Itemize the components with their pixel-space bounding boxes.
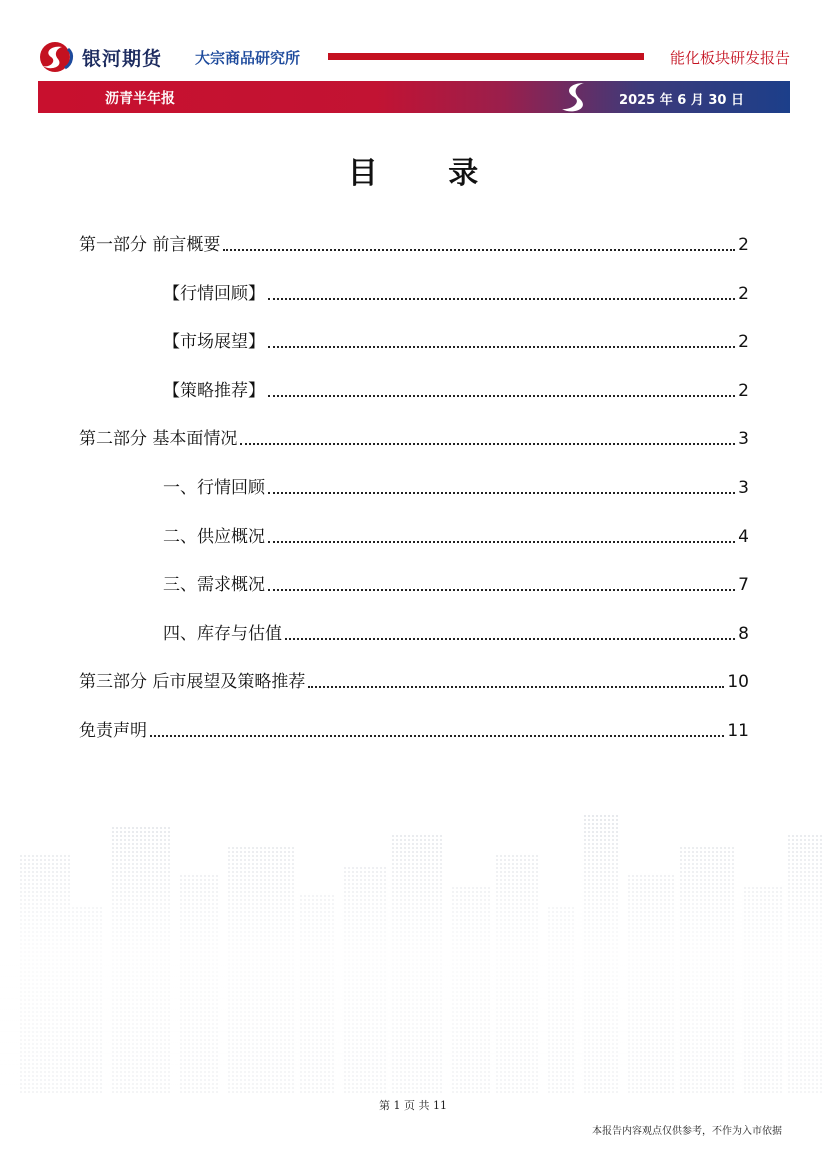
toc-dot-leader	[285, 637, 735, 640]
toc-dot-leader	[308, 685, 724, 688]
toc-entry[interactable]	[79, 230, 749, 256]
toc-entry[interactable]	[79, 716, 749, 742]
toc-dot-leader	[268, 491, 735, 494]
institute-name: 大宗商品研究所	[195, 49, 301, 67]
toc-entry-label: 【行情回顾】	[163, 283, 265, 304]
toc-entry[interactable]	[163, 570, 749, 596]
toc-entry[interactable]	[163, 376, 749, 402]
toc-entry[interactable]	[163, 619, 749, 645]
report-type: 能化板块研发报告	[669, 49, 790, 67]
toc-entry-label: 四、库存与估值	[163, 623, 282, 644]
toc-entry-label: 第一部分 前言概要	[79, 235, 221, 255]
toc-entry-label: 【策略推荐】	[163, 380, 265, 401]
brand-name: 银河期货	[82, 48, 163, 70]
toc-entry[interactable]	[79, 667, 749, 693]
toc-dot-leader	[150, 734, 724, 737]
toc-entry[interactable]	[163, 327, 749, 353]
toc-entry[interactable]	[163, 279, 749, 305]
toc-dot-leader	[223, 248, 735, 251]
report-title: 沥青半年报	[105, 91, 175, 107]
toc-entry-label: 三、需求概况	[163, 575, 265, 596]
toc-entry-page: 2	[738, 235, 749, 255]
toc-entry-label: 第二部分 基本面情况	[79, 429, 238, 450]
toc-entry-page: 2	[738, 283, 749, 304]
toc-entry-page: 3	[738, 478, 749, 498]
toc-dot-leader	[268, 345, 735, 348]
skyline-watermark-icon	[0, 815, 826, 1095]
toc-entry-page: 8	[738, 623, 749, 644]
report-date: 2025 年 6 月 30 日	[619, 93, 744, 108]
toc-entry-label: 一、行情回顾	[163, 478, 265, 498]
toc-entry-label: 二、供应概况	[163, 526, 265, 547]
toc-entry-label: 【市场展望】	[163, 332, 265, 353]
toc-entry-page: 2	[738, 380, 749, 401]
toc-entry[interactable]	[163, 522, 749, 548]
toc-dot-leader	[240, 442, 735, 445]
toc-dot-leader	[268, 394, 735, 397]
toc-entry-page: 3	[738, 429, 749, 450]
toc-entry[interactable]	[163, 473, 749, 499]
toc-entry-page: 11	[727, 721, 749, 741]
toc-entry-label: 免责声明	[79, 721, 147, 741]
toc-entry-page: 7	[738, 575, 749, 596]
toc-entry-page: 2	[738, 332, 749, 353]
page-number: 第 1 页 共 11	[379, 1099, 447, 1112]
toc-dot-leader	[268, 540, 735, 543]
toc-entry-label: 第三部分 后市展望及策略推荐	[79, 672, 306, 693]
disclaimer: 本报告内容观点仅供参考，不作为入市依据	[592, 1126, 782, 1137]
toc-heading: 目 录	[347, 156, 509, 191]
toc-dot-leader	[268, 588, 735, 591]
toc-entry-page: 4	[738, 526, 749, 547]
toc-entry-page: 10	[727, 672, 749, 693]
toc-entry[interactable]	[79, 424, 749, 450]
toc-dot-leader	[268, 297, 735, 300]
